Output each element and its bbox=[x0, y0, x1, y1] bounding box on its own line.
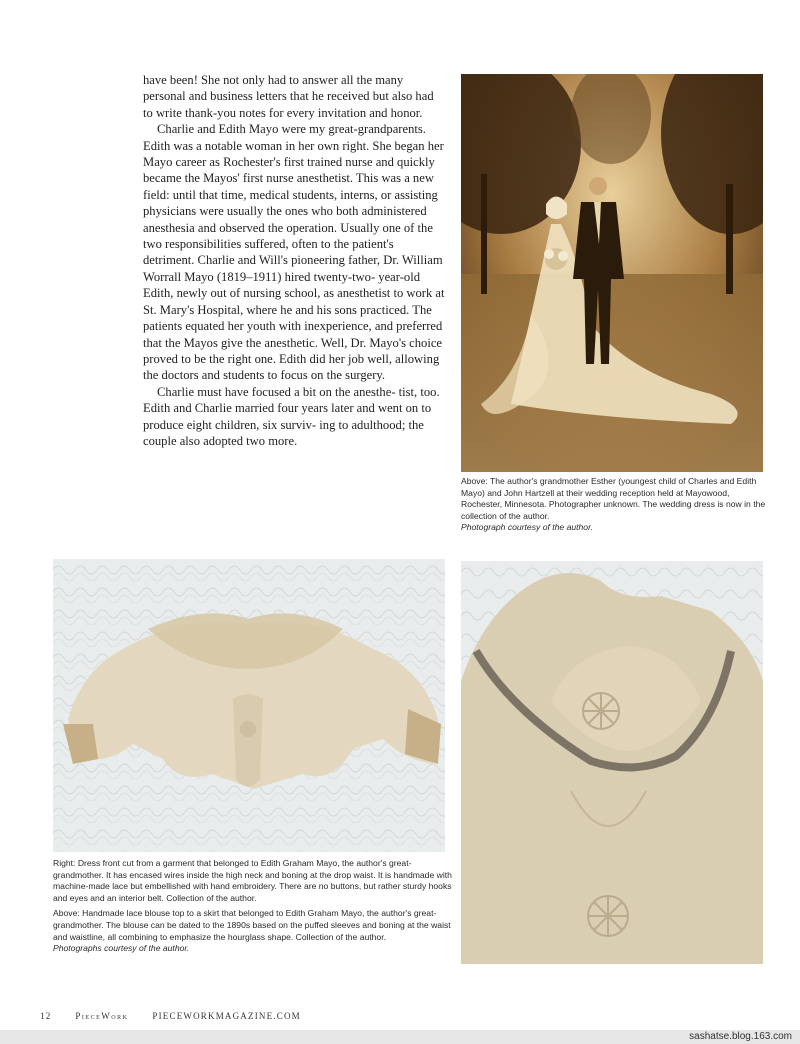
watermark-text: sashatse.blog.163.com bbox=[689, 1031, 792, 1042]
magazine-website: PIECEWORKMAGAZINE.COM bbox=[152, 1011, 301, 1021]
photo-credit: Photographs courtesy of the author. bbox=[53, 943, 190, 954]
article-body bbox=[143, 72, 446, 449]
caption-text: Right: Dress front cut from a garment that belonged to Edith Graham Mayo, the author's great-grandmother. It has encased wires inside the high neck and boning at the drop waist. It is handmade with machine-made lace but embellished with hand embroidery. There are no buttons, but rather sturdy hooks and eyes and an interior belt. Collection of the author. bbox=[53, 858, 452, 903]
article-paragraph: Charlie must have focused a bit on the anesthe- tist, too. Edith and Charlie married four years later and went on to produce eight children, six surviv- ing to adulthood; the couple also adopted two more. bbox=[143, 384, 440, 448]
wedding-photo-caption bbox=[461, 476, 766, 534]
garments-caption bbox=[53, 858, 453, 955]
caption-text: Above: Handmade lace blouse top to a skirt that belonged to Edith Graham Mayo, the author's great-grandmother. The blouse can be dated to the 1890s based on the puffed sleeves and boning at the waist and waistline, all combining to emphasize the hourglass shape. Collection of the author. bbox=[53, 908, 451, 942]
wedding-photo bbox=[461, 74, 763, 472]
lace-blouse-photo bbox=[53, 559, 445, 852]
article-paragraph: have been! She not only had to answer all the many personal and business letters that he received but also had to write thank-you notes for every invitation and honor. bbox=[143, 73, 434, 120]
watermark-bar bbox=[0, 1030, 800, 1044]
page-footer bbox=[40, 1011, 325, 1021]
photo-credit: Photograph courtesy of the author. bbox=[461, 522, 594, 533]
page-number: 12 bbox=[40, 1011, 52, 1021]
dress-front-photo bbox=[461, 561, 763, 964]
article-paragraph: Charlie and Edith Mayo were my great-grandparents. Edith was a notable woman in her own right. She began her Mayo career as Rochester's first trained nurse and quickly became the Mayos' first nurse anesthetist. This was a new field: until that time, medical students, interns, or assisting physicians were usually the ones who both administered anesthesia and observed the operation. Usually one of the two responsibilities suffered, often to the patient's detriment. Charlie and Will's pioneering father, Dr. William Worrall Mayo (1819–1911) hired twenty-two- year-old Edith, newly out of nursing school, as anesthetist to work at St. Mary's Hospital, where he and his sons practiced. The patients equated her youth with inexperience, and preferred that the Mayos give the anesthetic. Well, Dr. Mayo's choice proved to be the right one. Edith did her job well, allowing the doctors and students to focus on the surgery. bbox=[143, 122, 445, 383]
magazine-name: PieceWork bbox=[75, 1011, 129, 1021]
caption-text: Above: The author's grandmother Esther (youngest child of Charles and Edith Mayo) and John Hartzell at their wedding reception held at Mayowood, Rochester, Minnesota. Photographer unknown. The wedding dress is now in the collection of the author. bbox=[461, 476, 766, 521]
